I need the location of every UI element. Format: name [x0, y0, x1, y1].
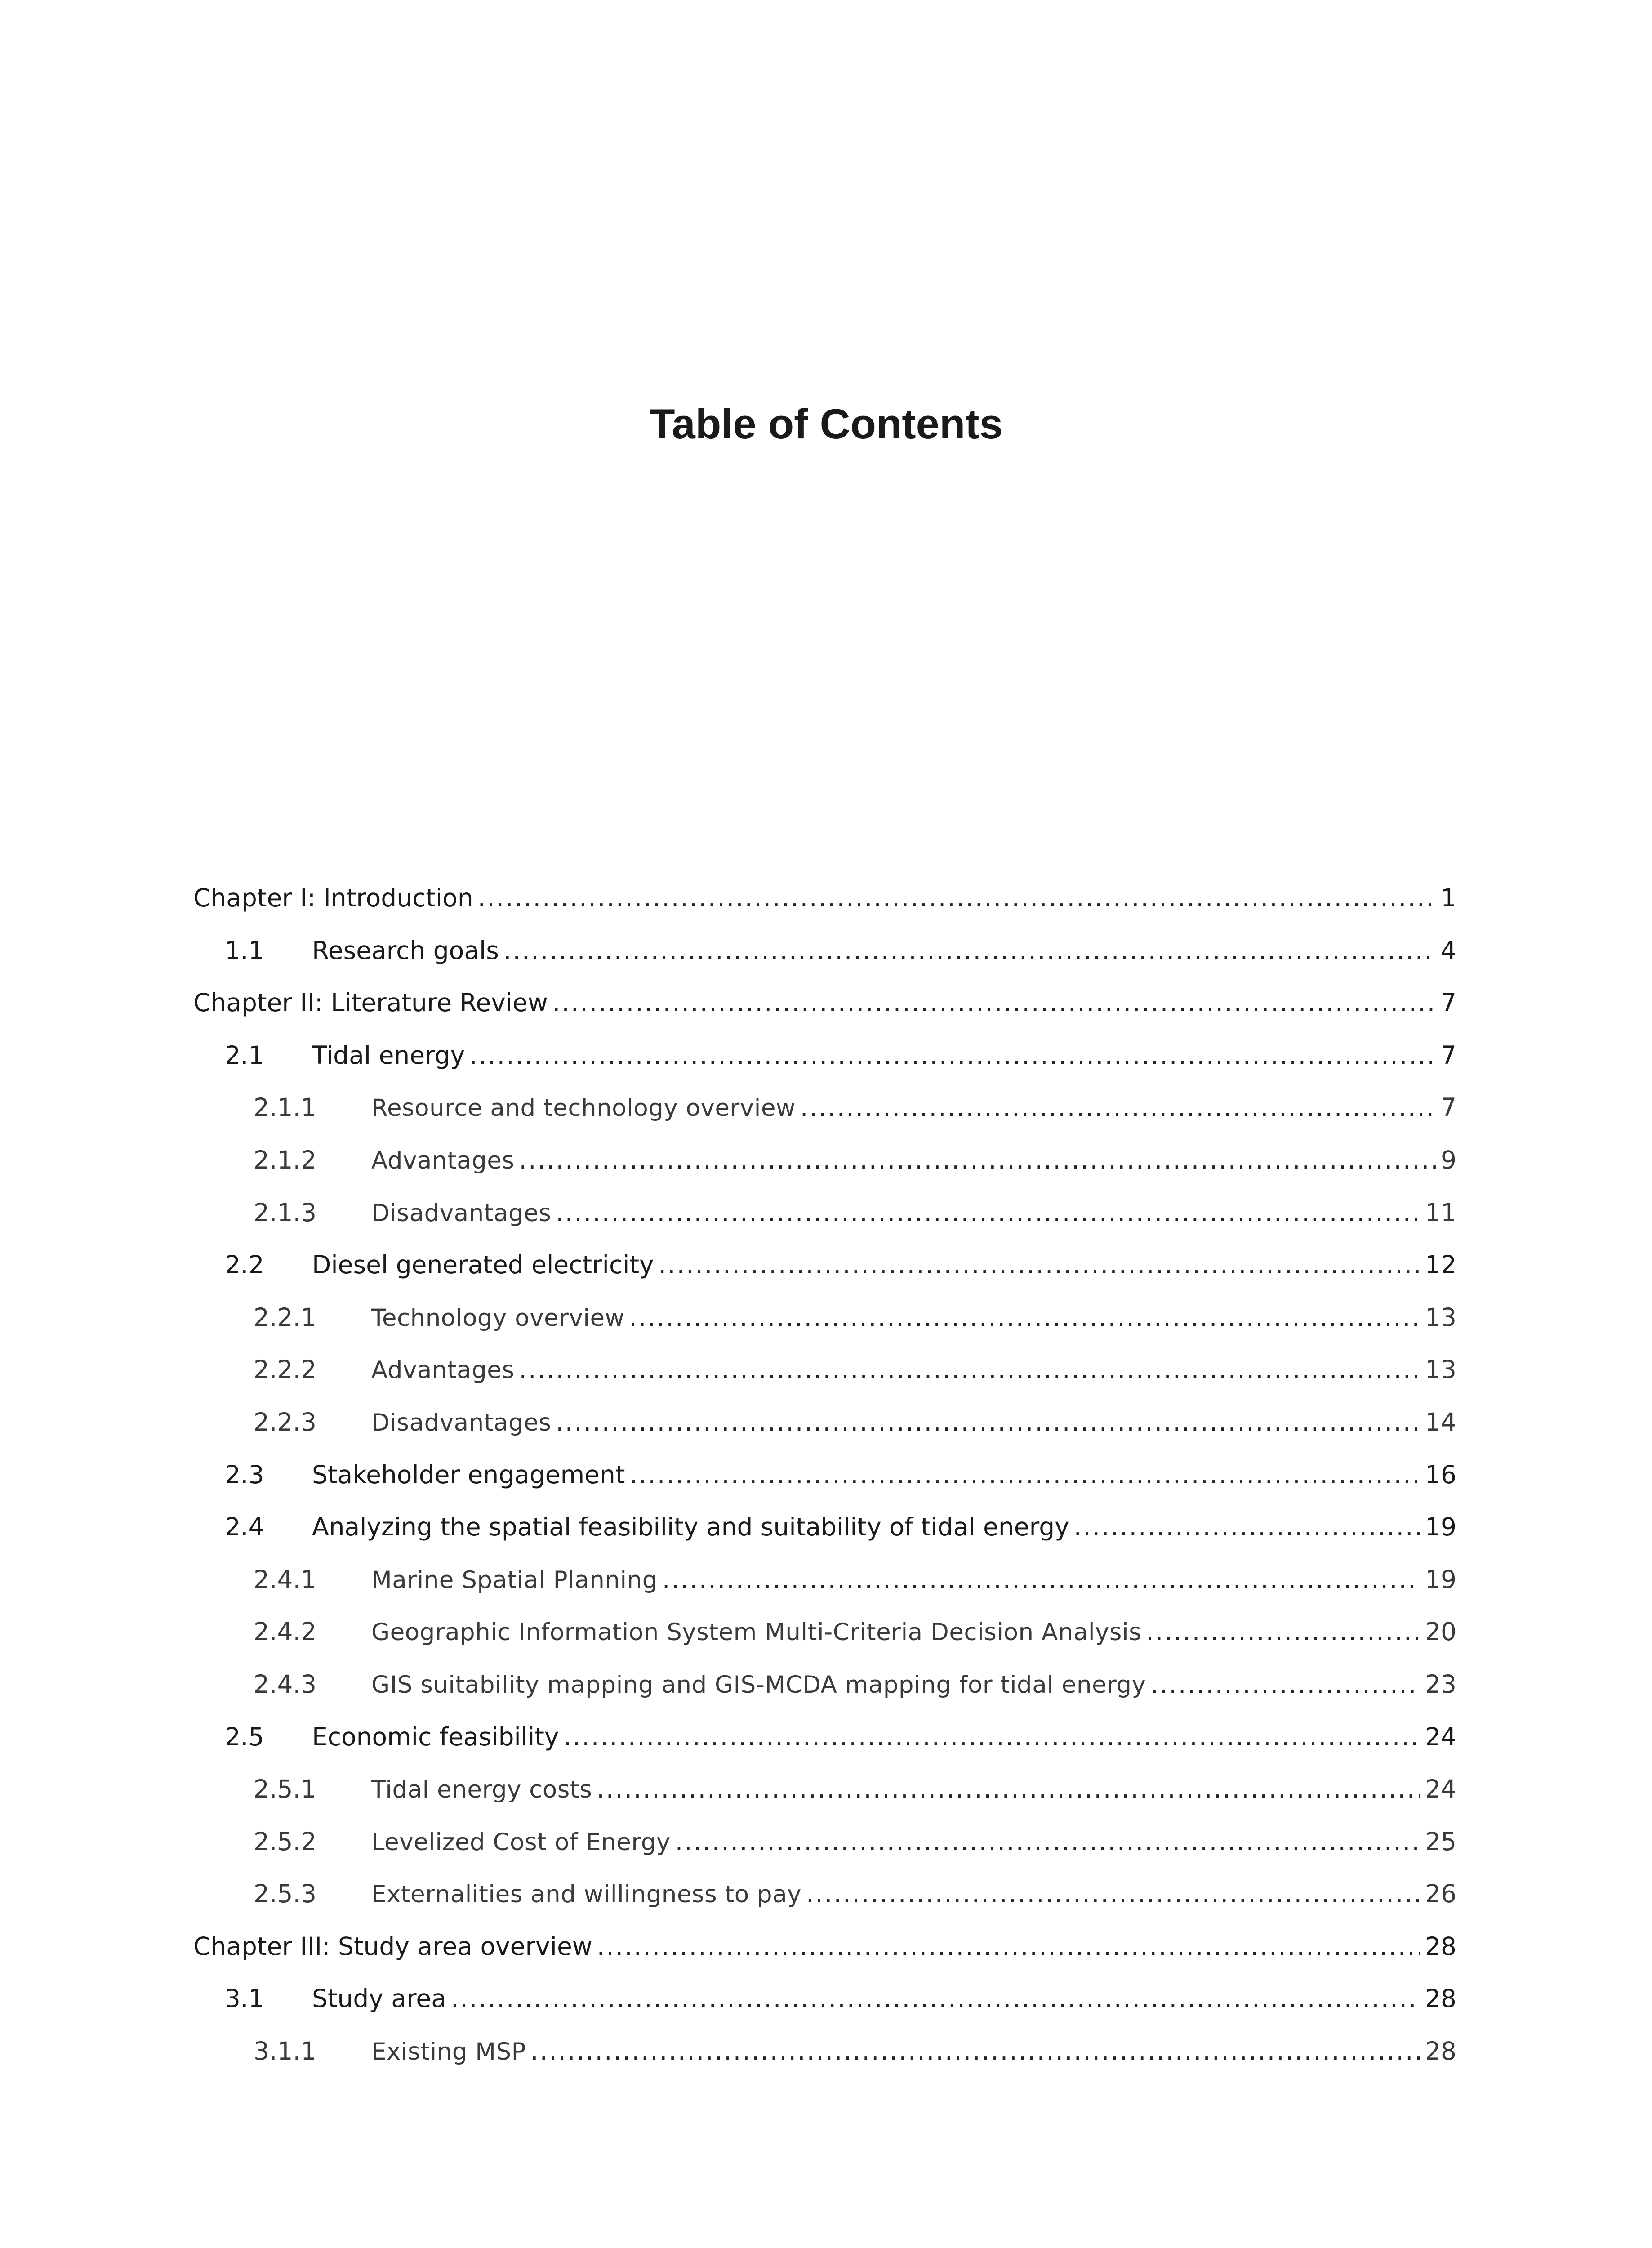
dot-leader: [1146, 1617, 1420, 1646]
dot-leader: [1150, 1670, 1420, 1699]
toc-entry-number: 2.1: [225, 1040, 264, 1070]
dot-leader: [800, 1093, 1436, 1122]
toc-entry[interactable]: [193, 1355, 1456, 1408]
dot-leader: [629, 1460, 1420, 1489]
page-title: Table of Contents: [649, 400, 1003, 447]
toc-entry[interactable]: [193, 1984, 1456, 2037]
toc-entry-label: Marine Spatial Planning: [371, 1566, 658, 1594]
toc-entry-page-number: 13: [1425, 1302, 1456, 1332]
toc-entry-label: Geographic Information System Multi-Criteria Decision Analysis: [371, 1619, 1142, 1646]
toc-entry[interactable]: [193, 2037, 1456, 2089]
toc-entry-label: Tidal energy: [312, 1040, 465, 1070]
toc-entry[interactable]: [193, 1722, 1456, 1775]
dot-leader: [1074, 1512, 1420, 1541]
toc-entry-label: Study area: [312, 1984, 446, 2013]
toc-entry[interactable]: [193, 936, 1456, 989]
toc-entry[interactable]: [193, 1617, 1456, 1670]
toc-entry[interactable]: [193, 1512, 1456, 1565]
toc-entry-number: 2.4.2: [254, 1617, 316, 1646]
toc-entry-label: Advantages: [371, 1146, 515, 1174]
toc-entry-page-number: 25: [1425, 1827, 1456, 1856]
toc-entry-page-number: 23: [1425, 1669, 1456, 1699]
toc-entry-number: 2.1.1: [254, 1093, 316, 1122]
toc-entry-number: 2.4: [225, 1512, 264, 1542]
toc-entry-label: Existing MSP: [371, 2038, 526, 2066]
toc-entry-number: 1.1: [225, 936, 264, 965]
dot-leader: [675, 1827, 1420, 1856]
dot-leader: [597, 1775, 1420, 1803]
toc-entry[interactable]: [193, 1879, 1456, 1932]
toc-entry-number: 2.2: [225, 1250, 264, 1280]
toc-entry[interactable]: [193, 1565, 1456, 1618]
toc-entry-number: 2.2.3: [254, 1407, 316, 1436]
toc-entry-page-number: 28: [1425, 2037, 1456, 2066]
toc-entry[interactable]: [193, 1041, 1456, 1093]
toc-entry-page-number: 7: [1441, 1093, 1456, 1122]
toc-entry-number: 2.5: [225, 1722, 264, 1751]
toc-entry-label: Chapter I: Introduction: [193, 883, 473, 912]
toc-entry[interactable]: [193, 1775, 1456, 1827]
toc-entry-page-number: 26: [1425, 1879, 1456, 1909]
toc-entry-page-number: 28: [1425, 1931, 1456, 1961]
toc-entry-page-number: 20: [1425, 1617, 1456, 1646]
toc-entry-number: 2.3: [225, 1460, 264, 1489]
toc-entry-label: Economic feasibility: [312, 1722, 559, 1751]
dot-leader: [659, 1250, 1420, 1279]
toc-entry-number: 3.1.1: [254, 2037, 316, 2066]
toc-entry[interactable]: [193, 883, 1456, 936]
toc-entry-number: 2.5.1: [254, 1775, 316, 1804]
toc-entry-number: 3.1: [225, 1984, 264, 2013]
toc-entry-page-number: 19: [1425, 1565, 1456, 1594]
toc-entry-number: 2.1.2: [254, 1145, 316, 1174]
toc-entry-label: Disadvantages: [371, 1199, 552, 1227]
toc-entry-number: 2.5.3: [254, 1879, 316, 1909]
toc-entry-page-number: 4: [1441, 936, 1456, 965]
toc-entry[interactable]: [193, 1146, 1456, 1198]
toc-entry-label: Disadvantages: [371, 1409, 552, 1436]
toc-entry-label: Chapter II: Literature Review: [193, 988, 548, 1017]
dot-leader: [662, 1565, 1420, 1594]
toc-entry-page-number: 9: [1441, 1145, 1456, 1174]
toc-entry[interactable]: [193, 1408, 1456, 1460]
toc-entry[interactable]: [193, 1827, 1456, 1880]
toc-entry-label: Tidal energy costs: [371, 1776, 592, 1804]
dot-leader: [563, 1722, 1420, 1751]
toc-entry-page-number: 16: [1425, 1460, 1456, 1489]
toc-entry-number: 2.5.2: [254, 1827, 316, 1856]
dot-leader: [806, 1879, 1420, 1908]
dot-leader: [519, 1355, 1420, 1384]
toc-entry-label: Analyzing the spatial feasibility and suitability of tidal energy: [312, 1512, 1069, 1542]
toc-entry[interactable]: [193, 1460, 1456, 1513]
toc-entry-label: Stakeholder engagement: [312, 1460, 625, 1489]
dot-leader: [519, 1146, 1436, 1174]
toc-entry[interactable]: [193, 1670, 1456, 1722]
toc-entry[interactable]: [193, 1303, 1456, 1356]
toc-entry-label: Advantages: [371, 1356, 515, 1384]
toc-entry-page-number: 19: [1425, 1512, 1456, 1542]
toc-entry-page-number: 24: [1425, 1722, 1456, 1751]
table-of-contents: [193, 883, 1456, 2089]
toc-entry-label: Resource and technology overview: [371, 1094, 796, 1122]
toc-entry-page-number: 12: [1425, 1250, 1456, 1280]
dot-leader: [530, 2037, 1420, 2065]
toc-entry-page-number: 24: [1425, 1775, 1456, 1804]
toc-entry-number: 2.4.3: [254, 1669, 316, 1699]
toc-entry-page-number: 14: [1425, 1407, 1456, 1436]
toc-entry[interactable]: [193, 1250, 1456, 1303]
toc-entry-label: Diesel generated electricity: [312, 1250, 654, 1280]
toc-entry-label: Levelized Cost of Energy: [371, 1828, 671, 1856]
dot-leader: [503, 936, 1436, 965]
toc-entry-number: 2.2.2: [254, 1355, 316, 1384]
toc-entry[interactable]: [193, 1093, 1456, 1146]
dot-leader: [451, 1984, 1420, 2013]
toc-entry-page-number: 13: [1425, 1355, 1456, 1384]
toc-entry-number: 2.4.1: [254, 1565, 316, 1594]
dot-leader: [478, 883, 1436, 912]
dot-leader: [556, 1408, 1420, 1436]
dot-leader: [469, 1041, 1436, 1070]
toc-entry-label: GIS suitability mapping and GIS-MCDA mapping for tidal energy: [371, 1671, 1146, 1699]
toc-entry-page-number: 28: [1425, 1984, 1456, 2013]
toc-entry[interactable]: [193, 1198, 1456, 1251]
dot-leader: [552, 988, 1436, 1017]
toc-entry-label: Externalities and willingness to pay: [371, 1881, 802, 1909]
toc-entry-number: 2.2.1: [254, 1302, 316, 1332]
dot-leader: [629, 1303, 1420, 1332]
toc-entry-label: Technology overview: [371, 1304, 625, 1332]
toc-entry-page-number: 7: [1441, 988, 1456, 1017]
dot-leader: [556, 1198, 1420, 1227]
toc-entry-label: Research goals: [312, 936, 499, 965]
toc-entry-page-number: 11: [1425, 1198, 1456, 1227]
toc-entry-number: 2.1.3: [254, 1198, 316, 1227]
toc-entry-page-number: 7: [1441, 1040, 1456, 1070]
toc-entry-label: Chapter III: Study area overview: [193, 1931, 592, 1961]
toc-entry[interactable]: [193, 988, 1456, 1041]
toc-entry[interactable]: [193, 1932, 1456, 1985]
toc-entry-page-number: 1: [1441, 883, 1456, 912]
dot-leader: [597, 1932, 1420, 1961]
